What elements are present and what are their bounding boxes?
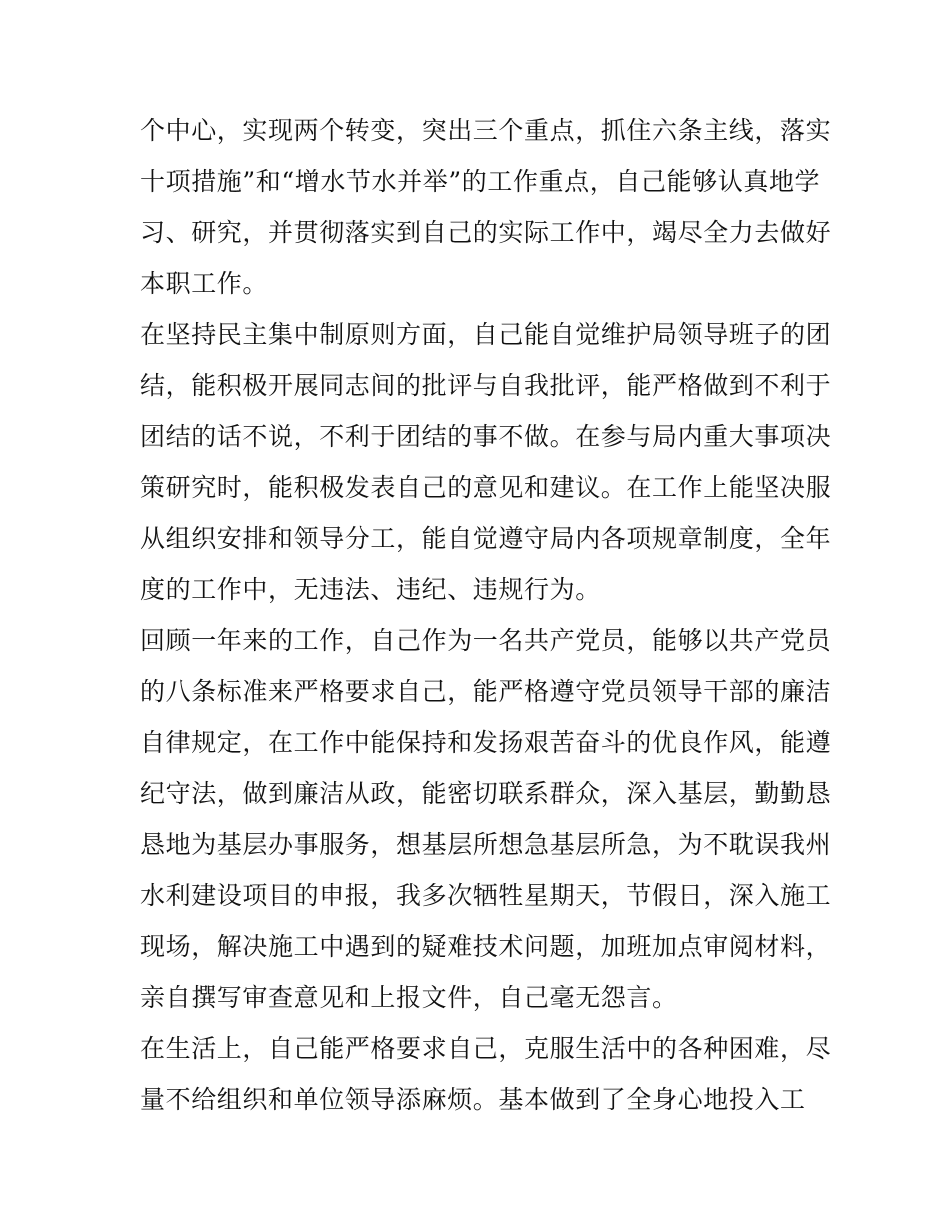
text-line: 的八条标准来严格要求自己，能严格遵守党员领导干部的廉洁 bbox=[140, 677, 832, 706]
text-line: 回顾一年来的工作，自己作为一名共产党员，能够以共产党员 bbox=[140, 626, 832, 655]
text-line: 结，能积极开展同志间的批评与自我批评，能严格做到不利于 bbox=[140, 371, 832, 400]
text-line: 团结的话不说，不利于团结的事不做。在参与局内重大事项决 bbox=[140, 422, 832, 451]
text-line: 恳地为基层办事服务，想基层所想急基层所急，为不耽误我州 bbox=[140, 830, 832, 859]
text-line: 在坚持民主集中制原则方面，自己能自觉维护局领导班子的团 bbox=[140, 320, 832, 349]
text-line: 现场，解决施工中遇到的疑难技术问题，加班加点审阅材料， bbox=[140, 932, 832, 961]
text-line: 自律规定，在工作中能保持和发扬艰苦奋斗的优良作风，能遵 bbox=[140, 728, 832, 757]
text-line: 量不给组织和单位领导添麻烦。基本做到了全身心地投入工 bbox=[140, 1085, 806, 1114]
text-line: 习、研究，并贯彻落实到自己的实际工作中，竭尽全力去做好 bbox=[140, 218, 832, 247]
text-line: 在生活上，自己能严格要求自己，克服生活中的各种困难，尽 bbox=[140, 1034, 832, 1063]
text-line: 策研究时，能积极发表自己的意见和建议。在工作上能坚决服 bbox=[140, 473, 832, 502]
text-line: 纪守法，做到廉洁从政，能密切联系群众，深入基层，勤勤恳 bbox=[140, 779, 832, 808]
text-line: 十项措施”和“增水节水并举”的工作重点，自己能够认真地学 bbox=[140, 167, 821, 196]
text-line: 亲自撰写审查意见和上报文件，自己毫无怨言。 bbox=[140, 983, 678, 1012]
document-body bbox=[140, 105, 832, 1125]
text-line: 本职工作。 bbox=[140, 269, 269, 298]
text-line: 水利建设项目的申报，我多次牺牲星期天，节假日，深入施工 bbox=[140, 881, 832, 910]
text-line: 度的工作中，无违法、违纪、违规行为。 bbox=[140, 575, 601, 604]
text-line: 从组织安排和领导分工，能自觉遵守局内各项规章制度，全年 bbox=[140, 524, 832, 553]
text-line: 个中心，实现两个转变，突出三个重点，抓住六条主线，落实 bbox=[140, 116, 832, 145]
